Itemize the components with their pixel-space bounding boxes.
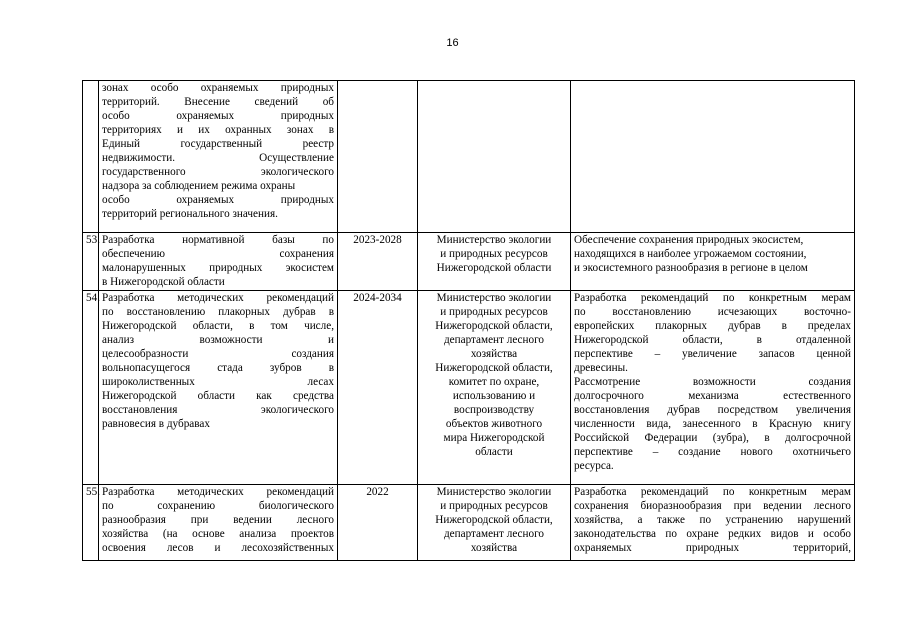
- row-number: [83, 81, 99, 233]
- table-row: [83, 291, 855, 485]
- description-line: широколиственных лесах: [102, 376, 334, 388]
- responsible-executor: [418, 233, 571, 291]
- result-line: Нижегородской области, в отдаленной: [574, 334, 851, 346]
- description-line: государственного экологического: [102, 166, 334, 178]
- executor-line: и природных ресурсов: [440, 306, 548, 318]
- measure-description: [99, 485, 338, 561]
- description-line: особо охраняемых природных: [102, 194, 334, 206]
- description-line: целесообразности создания: [102, 348, 334, 360]
- result-line: европейских плакорных дубрав в пределах: [574, 320, 851, 332]
- result-line: ресурса.: [574, 460, 614, 472]
- executor-line: использованию и: [452, 390, 536, 402]
- measure-description: [99, 233, 338, 291]
- responsible-executor: [418, 81, 571, 233]
- description-line: восстановления экологического: [102, 404, 334, 416]
- implementation-period: 2022: [338, 485, 418, 561]
- description-line: Нижегородской области как средства: [102, 390, 334, 402]
- executor-line: хозяйства: [470, 542, 518, 554]
- result-line: Рассмотрение возможности создания: [574, 376, 851, 388]
- executor-line: и природных ресурсов: [440, 500, 548, 512]
- result-line: перспективе – увеличение запасов ценной: [574, 348, 851, 360]
- result-line: и экосистемного разнообразия в регионе в целом: [574, 262, 808, 274]
- executor-line: Нижегородской области,: [435, 362, 553, 374]
- executor-line: хозяйства: [470, 348, 518, 360]
- description-line: Разработка методических рекомендаций: [102, 292, 334, 304]
- result-line: охраняемых природных территорий,: [574, 542, 851, 554]
- result-line: законодательства по охране редких видов и особо: [574, 528, 851, 540]
- description-line: территориях и их охранных зонах в: [102, 124, 334, 136]
- page-number: 16: [446, 37, 459, 49]
- row-number: 53.: [83, 233, 99, 291]
- executor-line: Министерство экологии: [436, 292, 552, 304]
- executor-line: Нижегородской области: [436, 262, 552, 274]
- executor-line: Министерство экологии: [436, 234, 552, 246]
- description-line: малонарушенных природных экосистем: [102, 262, 334, 274]
- result-line: Обеспечение сохранения природных экосистем,: [574, 234, 804, 246]
- result-line: хозяйства, а также по устранению нарушений: [574, 514, 851, 526]
- description-line: особо охраняемых природных: [102, 110, 334, 122]
- table-row: [83, 485, 855, 561]
- result-line: Разработка рекомендаций по конкретным мерам: [574, 292, 851, 304]
- description-line: Разработка методических рекомендаций: [102, 486, 334, 498]
- row-number: 54.: [83, 291, 99, 485]
- measures-table: [82, 80, 855, 561]
- executor-line: Нижегородской области,: [435, 320, 553, 332]
- table-row: [83, 81, 855, 233]
- executor-line: области: [475, 446, 513, 458]
- result-line: древесины.: [574, 362, 628, 374]
- description-line: недвижимости. Осуществление: [102, 152, 334, 164]
- implementation-period: 2023-2028: [338, 233, 418, 291]
- executor-line: воспроизводству: [453, 404, 535, 416]
- result-line: восстановления дубрав посредством увеличения: [574, 404, 851, 416]
- result-line: долгосрочного механизма естественного: [574, 390, 851, 402]
- result-line: Разработка рекомендаций по конкретным мерам: [574, 486, 851, 498]
- executor-line: департамент лесного: [443, 334, 545, 346]
- expected-result: [571, 233, 855, 291]
- expected-result: [571, 81, 855, 233]
- description-line: обеспечению сохранения: [102, 248, 334, 260]
- table-row: [83, 233, 855, 291]
- description-line: вольнопасущегося стада зубров в: [102, 362, 334, 374]
- result-line: по восстановлению исчезающих восточно-: [574, 306, 851, 318]
- responsible-executor: [418, 485, 571, 561]
- result-line: сохранения биоразнообразия при ведении лесного: [574, 500, 851, 512]
- responsible-executor: [418, 291, 571, 485]
- result-line: Российской Федерации (зубра), в долгосрочной: [574, 432, 851, 444]
- description-line: анализ возможности и: [102, 334, 334, 346]
- description-line: по сохранению биологического: [102, 500, 334, 512]
- expected-result: [571, 485, 855, 561]
- description-line: зонах особо охраняемых природных: [102, 82, 334, 94]
- description-line: разнообразия при ведении лесного: [102, 514, 334, 526]
- executor-line: мира Нижегородской: [443, 432, 545, 444]
- executor-line: объектов животного: [445, 418, 543, 430]
- implementation-period: [338, 81, 418, 233]
- description-line: хозяйства (на основе анализа проектов: [102, 528, 334, 540]
- description-line: освоения лесов и лесохозяйственных: [102, 542, 334, 554]
- executor-line: комитет по охране,: [448, 376, 540, 388]
- executor-line: Министерство экологии: [436, 486, 552, 498]
- executor-line: Нижегородской области,: [435, 514, 553, 526]
- implementation-period: 2024-2034: [338, 291, 418, 485]
- result-line: находящихся в наиболее угрожаемом состоянии,: [574, 248, 807, 260]
- measure-description: [99, 291, 338, 485]
- description-line: Единый государственный реестр: [102, 138, 334, 150]
- result-line: численности вида, занесенного в Красную книгу: [574, 418, 851, 430]
- result-line: перспективе – создание нового охотничьего: [574, 446, 851, 458]
- description-line: территорий регионального значения.: [102, 208, 278, 220]
- description-line: в Нижегородской области: [102, 276, 225, 288]
- measure-description: [99, 81, 338, 233]
- description-line: надзора за соблюдением режима охраны: [102, 180, 296, 192]
- description-line: Нижегородской области, в том числе,: [102, 320, 334, 332]
- executor-line: и природных ресурсов: [440, 248, 548, 260]
- executor-line: департамент лесного: [443, 528, 545, 540]
- description-line: Разработка нормативной базы по: [102, 234, 334, 246]
- description-line: территорий. Внесение сведений об: [102, 96, 334, 108]
- row-number: 55.: [83, 485, 99, 561]
- expected-result: [571, 291, 855, 485]
- description-line: равновесия в дубравах: [102, 418, 210, 430]
- description-line: по восстановлению плакорных дубрав в: [102, 306, 334, 318]
